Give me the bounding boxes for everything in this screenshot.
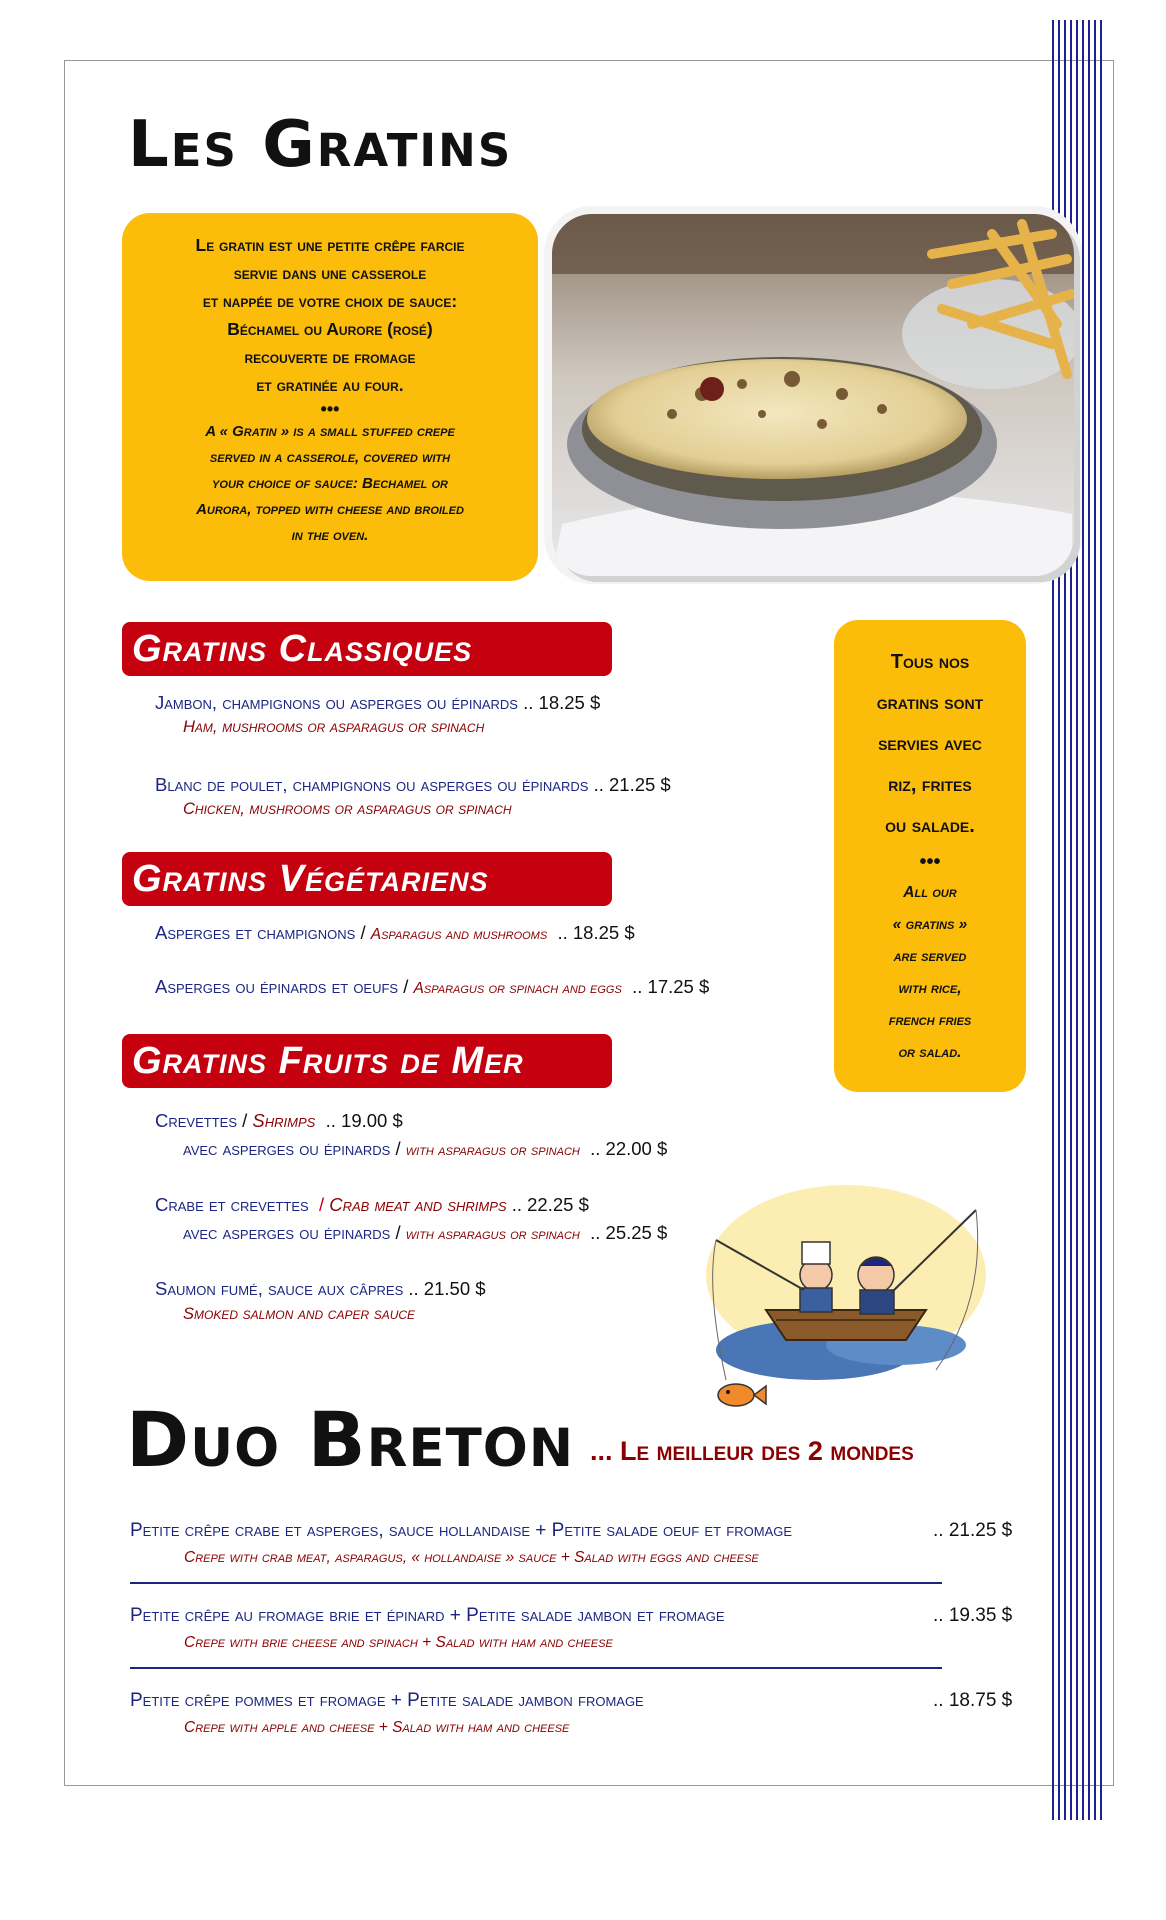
duo-item-price: .. 21.25 $: [933, 1520, 1013, 1541]
section-banner-vegetariens: Gratins Végétariens: [122, 852, 612, 906]
duo-item-english: Crepe with crab meat, asparagus, « hollandaise » sauce + Salad with eggs and cheese: [184, 1549, 759, 1566]
menu-item: Blanc de poulet, champignons ou asperges ou épinards .. 21.25 $: [155, 774, 671, 795]
menu-item: Jambon, champignons ou asperges ou épinards .. 18.25 $: [155, 692, 601, 713]
duo-item-price: .. 19.35 $: [933, 1605, 1013, 1626]
side-note-dots: •••: [919, 851, 941, 873]
gratin-dish-photo: [552, 214, 1074, 576]
served-with-note-box: [834, 620, 1026, 1092]
menu-item: Saumon fumé, sauce aux câpres .. 21.50 $: [155, 1278, 486, 1299]
fishermen-illustration: [696, 1180, 996, 1420]
duo-item-english: Crepe with apple and cheese + Salad with ham and cheese: [184, 1719, 570, 1736]
duo-breton-title: Duo Breton: [126, 1395, 575, 1484]
duo-item: Petite crêpe crabe et asperges, sauce hollandaise + Petite salade oeuf et fromage: [130, 1520, 793, 1541]
menu-item-english: Chicken, mushrooms or asparagus or spinach: [183, 800, 512, 818]
section-banner-fruits-de-mer: Gratins Fruits de Mer: [122, 1034, 612, 1088]
menu-item: Asperges ou épinards et oeufs / Asparagus or spinach and eggs .. 17.25 $: [155, 976, 710, 997]
menu-item-variant: avec asperges ou épinards / with asparagus or spinach .. 22.00 $: [183, 1138, 668, 1159]
intro-french-text: Le gratin est une petite crêpe farcie servie dans une casserole et nappée de votre choix de sauce: Béchamel ou Aurore (rosé) recouverte de fromage et gratinée au four.: [195, 235, 465, 395]
duo-separator: [130, 1667, 942, 1669]
menu-item: Crevettes / Shrimps .. 19.00 $: [155, 1110, 403, 1131]
duo-breton-subtitle: ... Le meilleur des 2 mondes: [590, 1436, 914, 1466]
menu-item: Asperges et champignons / Asparagus and mushrooms .. 18.25 $: [155, 922, 635, 943]
intro-english-text: A « Gratin » is a small stuffed crepe served in a casserole, covered with your choice of sauce: Bechamel or Aurora, topped with cheese and broiled in the oven.: [196, 423, 464, 544]
duo-item-price: .. 18.75 $: [933, 1690, 1013, 1711]
duo-item-english: Crepe with brie cheese and spinach + Salad with ham and cheese: [184, 1634, 613, 1651]
menu-item-english: Ham, mushrooms or asparagus or spinach: [183, 718, 485, 736]
duo-separator: [130, 1582, 942, 1584]
intro-separator-dots: •••: [320, 399, 340, 419]
page-title: Les Gratins: [128, 108, 513, 182]
intro-description-box: [122, 213, 538, 581]
section-banner-classiques: Gratins Classiques: [122, 622, 612, 676]
menu-item-variant: avec asperges ou épinards / with asparagus or spinach .. 25.25 $: [183, 1222, 668, 1243]
side-note-french: Tous nos gratins sont servies avec riz, frites ou salade.: [876, 651, 984, 837]
duo-item: Petite crêpe au fromage brie et épinard + Petite salade jambon et fromage: [130, 1605, 725, 1626]
menu-item-english: Smoked salmon and caper sauce: [183, 1305, 416, 1323]
side-note-english: All our « gratins » are served with rice, french fries or salad.: [888, 884, 972, 1061]
menu-item: Crabe et crevettes / Crab meat and shrimps .. 22.25 $: [155, 1194, 589, 1215]
duo-item: Petite crêpe pommes et fromage + Petite salade jambon fromage: [130, 1690, 644, 1711]
